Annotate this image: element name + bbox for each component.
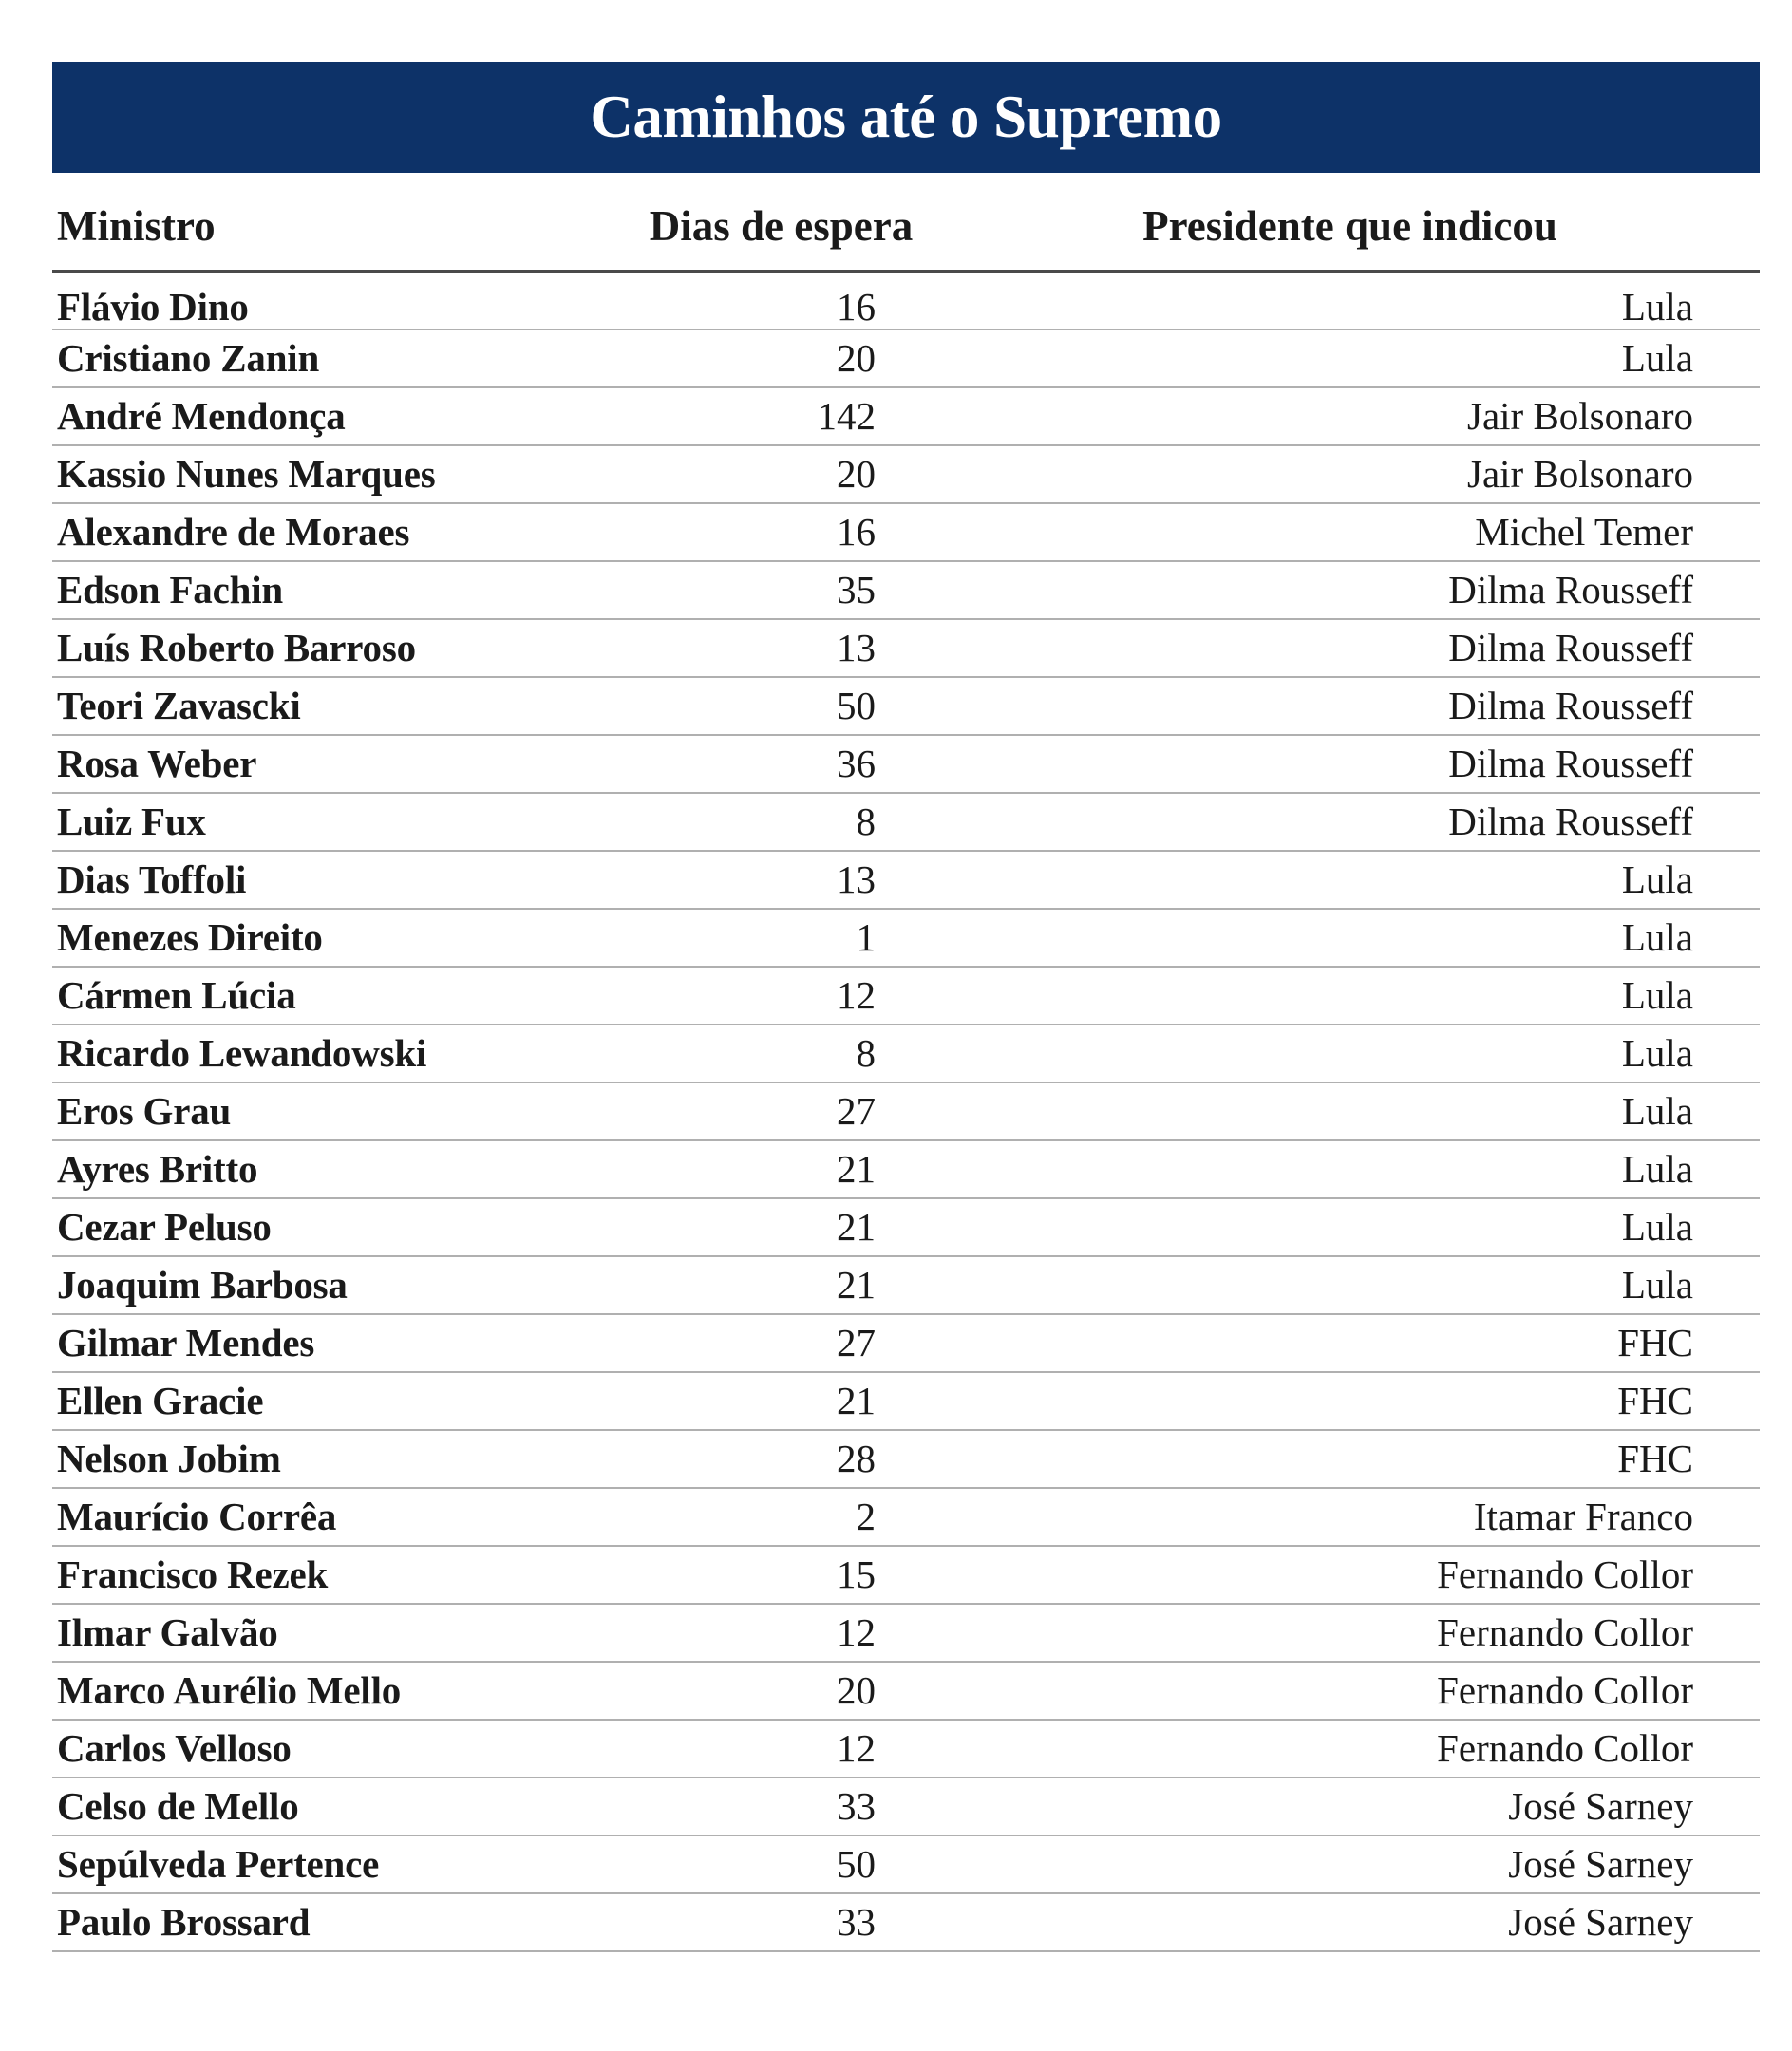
cell-minister: Alexandre de Moraes — [52, 503, 622, 561]
table-row — [52, 272, 1760, 329]
cell-minister: Ricardo Lewandowski — [52, 1025, 622, 1082]
cell-days: 36 — [622, 735, 940, 793]
table-row — [52, 967, 1760, 1025]
cell-president: Michel Temer — [940, 503, 1760, 561]
table-row — [52, 909, 1760, 967]
table-header-row — [52, 204, 1760, 272]
cell-minister: Carlos Velloso — [52, 1720, 622, 1778]
title-banner — [52, 62, 1760, 173]
cell-minister: Ellen Gracie — [52, 1372, 622, 1430]
cell-president: Dilma Rousseff — [940, 735, 1760, 793]
table-row — [52, 1778, 1760, 1835]
cell-minister: Luís Roberto Barroso — [52, 619, 622, 677]
cell-minister: Luiz Fux — [52, 793, 622, 851]
cell-president: Dilma Rousseff — [940, 677, 1760, 735]
cell-days: 33 — [622, 1893, 940, 1951]
cell-days: 20 — [622, 1662, 940, 1720]
cell-minister: Eros Grau — [52, 1082, 622, 1140]
cell-minister: Joaquim Barbosa — [52, 1256, 622, 1314]
cell-president: Lula — [940, 1140, 1760, 1198]
column-header-minister: Ministro — [52, 204, 622, 272]
cell-president: Fernando Collor — [940, 1604, 1760, 1662]
cell-minister: Rosa Weber — [52, 735, 622, 793]
cell-days: 27 — [622, 1082, 940, 1140]
table-row — [52, 1140, 1760, 1198]
cell-days: 33 — [622, 1778, 940, 1835]
table-row — [52, 1662, 1760, 1720]
cell-president: Lula — [940, 967, 1760, 1025]
cell-days: 21 — [622, 1140, 940, 1198]
cell-minister: André Mendonça — [52, 387, 622, 445]
table-row — [52, 561, 1760, 619]
cell-minister: Cezar Peluso — [52, 1198, 622, 1256]
cell-days: 8 — [622, 793, 940, 851]
cell-minister: Teori Zavascki — [52, 677, 622, 735]
cell-days: 35 — [622, 561, 940, 619]
cell-days: 15 — [622, 1546, 940, 1604]
table-head — [52, 204, 1760, 272]
cell-minister: Ilmar Galvão — [52, 1604, 622, 1662]
cell-president: José Sarney — [940, 1893, 1760, 1951]
cell-president: FHC — [940, 1372, 1760, 1430]
table-row — [52, 1604, 1760, 1662]
cell-days: 1 — [622, 909, 940, 967]
table-row — [52, 387, 1760, 445]
cell-days: 13 — [622, 851, 940, 909]
table-row — [52, 1025, 1760, 1082]
cell-days: 16 — [622, 272, 940, 329]
cell-minister: Paulo Brossard — [52, 1893, 622, 1951]
cell-minister: Ayres Britto — [52, 1140, 622, 1198]
cell-days: 50 — [622, 1835, 940, 1893]
cell-days: 2 — [622, 1488, 940, 1546]
cell-days: 12 — [622, 1720, 940, 1778]
table-row — [52, 1835, 1760, 1893]
table-row — [52, 619, 1760, 677]
table-row — [52, 1372, 1760, 1430]
cell-president: Fernando Collor — [940, 1546, 1760, 1604]
cell-president: Dilma Rousseff — [940, 561, 1760, 619]
cell-minister: Celso de Mello — [52, 1778, 622, 1835]
table-row — [52, 851, 1760, 909]
cell-days: 50 — [622, 677, 940, 735]
ministers-table — [52, 204, 1760, 1952]
page-title: Caminhos até o Supremo — [590, 84, 1222, 150]
table-row — [52, 735, 1760, 793]
table-row — [52, 1546, 1760, 1604]
cell-president: Lula — [940, 272, 1760, 329]
table-row — [52, 1256, 1760, 1314]
column-header-days: Dias de espera — [622, 204, 940, 272]
table-row — [52, 1198, 1760, 1256]
table-row — [52, 445, 1760, 503]
cell-president: Lula — [940, 329, 1760, 387]
cell-days: 142 — [622, 387, 940, 445]
table-row — [52, 1314, 1760, 1372]
cell-president: Fernando Collor — [940, 1720, 1760, 1778]
table-row — [52, 1720, 1760, 1778]
cell-days: 20 — [622, 329, 940, 387]
cell-days: 28 — [622, 1430, 940, 1488]
cell-days: 8 — [622, 1025, 940, 1082]
cell-days: 21 — [622, 1198, 940, 1256]
table-body — [52, 272, 1760, 1951]
cell-president: José Sarney — [940, 1778, 1760, 1835]
cell-minister: Maurício Corrêa — [52, 1488, 622, 1546]
cell-days: 12 — [622, 967, 940, 1025]
cell-minister: Nelson Jobim — [52, 1430, 622, 1488]
cell-minister: Menezes Direito — [52, 909, 622, 967]
cell-minister: Marco Aurélio Mello — [52, 1662, 622, 1720]
table-row — [52, 503, 1760, 561]
cell-days: 16 — [622, 503, 940, 561]
cell-president: Jair Bolsonaro — [940, 387, 1760, 445]
cell-president: Lula — [940, 851, 1760, 909]
table-row — [52, 1082, 1760, 1140]
cell-days: 27 — [622, 1314, 940, 1372]
cell-minister: Gilmar Mendes — [52, 1314, 622, 1372]
cell-minister: Cristiano Zanin — [52, 329, 622, 387]
cell-president: Fernando Collor — [940, 1662, 1760, 1720]
table-row — [52, 1488, 1760, 1546]
table-row — [52, 793, 1760, 851]
cell-president: Lula — [940, 1082, 1760, 1140]
cell-president: Lula — [940, 909, 1760, 967]
cell-days: 21 — [622, 1372, 940, 1430]
cell-minister: Dias Toffoli — [52, 851, 622, 909]
cell-president: FHC — [940, 1430, 1760, 1488]
table-container — [52, 204, 1760, 1952]
column-header-president: Presidente que indicou — [940, 204, 1760, 272]
cell-president: FHC — [940, 1314, 1760, 1372]
cell-president: José Sarney — [940, 1835, 1760, 1893]
cell-minister: Sepúlveda Pertence — [52, 1835, 622, 1893]
cell-minister: Flávio Dino — [52, 272, 622, 329]
cell-president: Lula — [940, 1025, 1760, 1082]
table-row — [52, 1893, 1760, 1951]
cell-president: Jair Bolsonaro — [940, 445, 1760, 503]
cell-minister: Kassio Nunes Marques — [52, 445, 622, 503]
cell-minister: Cármen Lúcia — [52, 967, 622, 1025]
cell-minister: Francisco Rezek — [52, 1546, 622, 1604]
cell-president: Lula — [940, 1256, 1760, 1314]
cell-days: 21 — [622, 1256, 940, 1314]
table-row — [52, 1430, 1760, 1488]
table-row — [52, 677, 1760, 735]
cell-president: Lula — [940, 1198, 1760, 1256]
cell-minister: Edson Fachin — [52, 561, 622, 619]
cell-president: Dilma Rousseff — [940, 793, 1760, 851]
table-row — [52, 329, 1760, 387]
cell-president: Dilma Rousseff — [940, 619, 1760, 677]
cell-president: Itamar Franco — [940, 1488, 1760, 1546]
cell-days: 12 — [622, 1604, 940, 1662]
cell-days: 20 — [622, 445, 940, 503]
cell-days: 13 — [622, 619, 940, 677]
